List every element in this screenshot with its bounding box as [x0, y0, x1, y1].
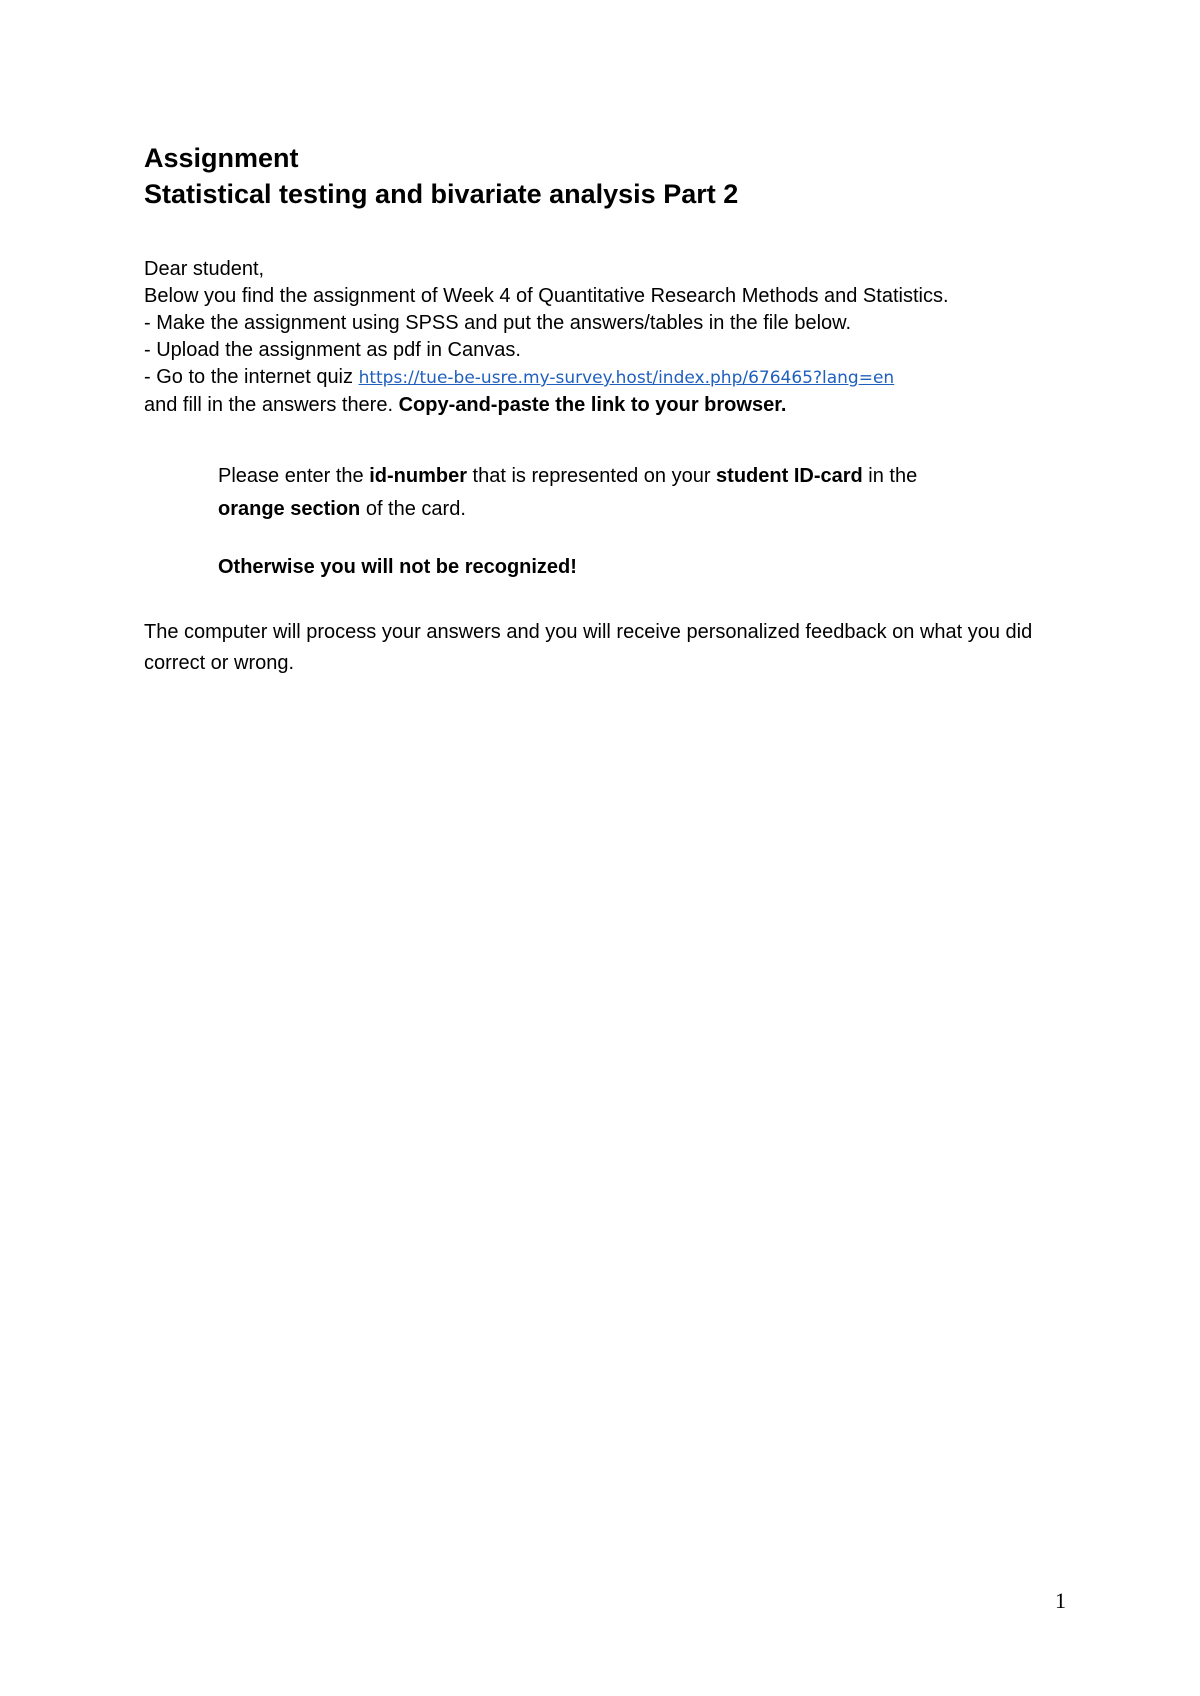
id-text-1: Please enter the [218, 465, 370, 487]
document-subtitle: Statistical testing and bivariate analysis Part 2 [144, 179, 739, 209]
recognition-warning: Otherwise you will not be recognized! [218, 556, 577, 578]
id-instruction-line2 [218, 493, 1078, 526]
instruction-spss: - Make the assignment using SPSS and put the answers/tables in the file below. [144, 312, 852, 334]
copy-paste-note: Copy-and-paste the link to your browser. [398, 394, 787, 416]
id-text-2: that is represented on your [467, 465, 717, 487]
quiz-link[interactable]: https://tue-be-usre.my-survey.host/index.php/676465?lang=en [358, 368, 895, 388]
greeting: Dear student, [144, 258, 265, 280]
instruction-quiz [144, 364, 1084, 392]
title-block [144, 140, 1064, 212]
intro-text: Below you find the assignment of Week 4 of Quantitative Research Methods and Statistics. [144, 285, 949, 307]
fill-in-text: and fill in the answers there. [144, 394, 399, 416]
instructions-block [144, 256, 1084, 419]
closing-paragraph: The computer will process your answers and you will receive personalized feedback on what you did correct or wrong. [144, 621, 1033, 674]
id-text-4: of the card. [360, 498, 466, 520]
student-id-card-emphasis: student ID-card [716, 465, 863, 487]
id-instruction-line1 [218, 460, 1078, 493]
document-title: Assignment [144, 143, 299, 173]
instruction-fill-in [144, 392, 1084, 419]
id-number-emphasis: id-number [369, 465, 467, 487]
page-number: 1 [1055, 1588, 1066, 1613]
quiz-prefix: - Go to the internet quiz [144, 366, 359, 388]
id-text-3: in the [862, 465, 918, 487]
instruction-upload: - Upload the assignment as pdf in Canvas. [144, 339, 521, 361]
orange-section-emphasis: orange section [218, 498, 361, 520]
id-instruction [218, 460, 1078, 526]
